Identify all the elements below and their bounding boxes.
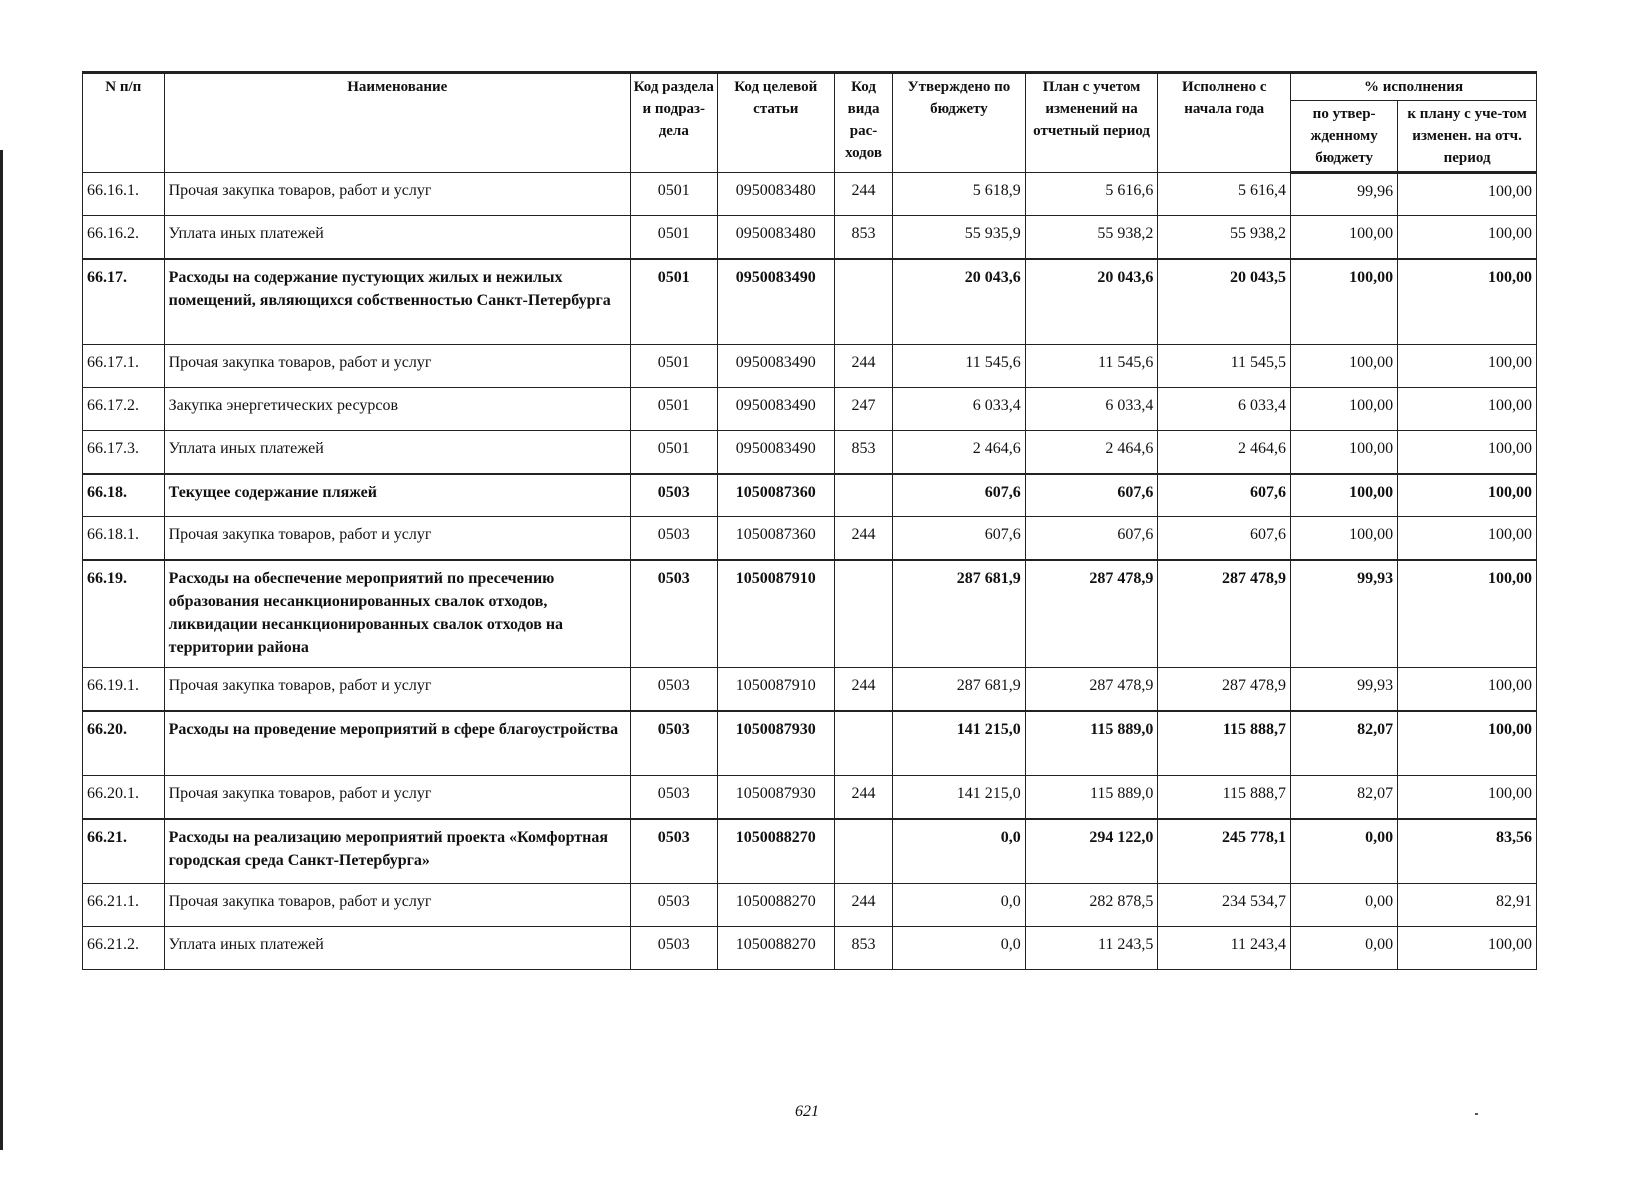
row-section-code: 0501	[630, 345, 717, 388]
row-target-code: 1050088270	[717, 927, 834, 970]
row-name: Прочая закупка товаров, работ и услуг	[164, 776, 630, 819]
row-section-code: 0501	[630, 388, 717, 431]
row-num: 66.19.	[83, 560, 165, 668]
row-pct-approved: 0,00	[1291, 819, 1398, 884]
row-executed: 245 778,1	[1158, 819, 1291, 884]
row-num: 66.20.1.	[83, 776, 165, 819]
row-expense-type: 244	[834, 173, 892, 216]
row-name: Прочая закупка товаров, работ и услуг	[164, 884, 630, 927]
header-percent-group: % исполнения	[1291, 73, 1537, 101]
page-number: 621	[795, 1103, 819, 1120]
row-pct-approved: 99,93	[1291, 668, 1398, 711]
row-name: Прочая закупка товаров, работ и услуг	[164, 345, 630, 388]
row-pct-approved: 100,00	[1291, 345, 1398, 388]
row-plan: 2 464,6	[1025, 431, 1158, 474]
row-expense-type: 244	[834, 884, 892, 927]
row-pct-approved: 99,93	[1291, 560, 1398, 668]
row-executed: 287 478,9	[1158, 668, 1291, 711]
row-plan: 6 033,4	[1025, 388, 1158, 431]
table-row	[83, 259, 1537, 345]
row-section-code: 0501	[630, 216, 717, 259]
row-pct-approved: 99,96	[1291, 173, 1398, 216]
row-expense-type	[834, 819, 892, 884]
row-name: Прочая закупка товаров, работ и услуг	[164, 517, 630, 560]
row-pct-plan: 100,00	[1398, 517, 1537, 560]
row-target-code: 1050087360	[717, 474, 834, 517]
row-plan: 11 545,6	[1025, 345, 1158, 388]
row-num: 66.21.	[83, 819, 165, 884]
row-section-code: 0503	[630, 474, 717, 517]
row-approved: 607,6	[893, 517, 1026, 560]
row-plan: 11 243,5	[1025, 927, 1158, 970]
row-num: 66.16.1.	[83, 173, 165, 216]
row-executed: 6 033,4	[1158, 388, 1291, 431]
row-executed: 5 616,4	[1158, 173, 1291, 216]
row-pct-approved: 100,00	[1291, 517, 1398, 560]
table-row	[83, 927, 1537, 970]
row-section-code: 0503	[630, 884, 717, 927]
row-plan: 607,6	[1025, 474, 1158, 517]
row-pct-plan: 100,00	[1398, 345, 1537, 388]
row-pct-approved: 82,07	[1291, 776, 1398, 819]
row-target-code: 0950083490	[717, 259, 834, 345]
row-expense-type: 244	[834, 517, 892, 560]
table-row	[83, 216, 1537, 259]
table-row	[83, 776, 1537, 819]
row-pct-plan: 100,00	[1398, 668, 1537, 711]
row-pct-plan: 100,00	[1398, 711, 1537, 776]
row-plan: 282 878,5	[1025, 884, 1158, 927]
row-pct-plan: 100,00	[1398, 259, 1537, 345]
row-pct-approved: 0,00	[1291, 884, 1398, 927]
row-target-code: 0950083490	[717, 345, 834, 388]
row-executed: 11 545,5	[1158, 345, 1291, 388]
table-body	[83, 173, 1537, 970]
row-approved: 0,0	[893, 819, 1026, 884]
row-pct-approved: 100,00	[1291, 474, 1398, 517]
scan-speck	[1475, 1113, 1478, 1115]
row-target-code: 1050087910	[717, 668, 834, 711]
row-approved: 6 033,4	[893, 388, 1026, 431]
row-pct-plan: 82,91	[1398, 884, 1537, 927]
row-expense-type: 853	[834, 216, 892, 259]
row-plan: 115 889,0	[1025, 711, 1158, 776]
row-pct-approved: 100,00	[1291, 431, 1398, 474]
row-pct-plan: 100,00	[1398, 431, 1537, 474]
row-pct-plan: 100,00	[1398, 776, 1537, 819]
row-approved: 287 681,9	[893, 560, 1026, 668]
row-pct-plan: 83,56	[1398, 819, 1537, 884]
row-approved: 11 545,6	[893, 345, 1026, 388]
row-executed: 55 938,2	[1158, 216, 1291, 259]
row-plan: 115 889,0	[1025, 776, 1158, 819]
row-expense-type	[834, 259, 892, 345]
row-target-code: 1050087910	[717, 560, 834, 668]
budget-execution-table	[82, 71, 1537, 970]
row-executed: 607,6	[1158, 517, 1291, 560]
row-pct-approved: 100,00	[1291, 259, 1398, 345]
row-expense-type: 244	[834, 776, 892, 819]
row-approved: 287 681,9	[893, 668, 1026, 711]
row-target-code: 1050087930	[717, 776, 834, 819]
header-name: Наименование	[164, 73, 630, 173]
row-executed: 2 464,6	[1158, 431, 1291, 474]
row-target-code: 1050088270	[717, 819, 834, 884]
row-approved: 141 215,0	[893, 776, 1026, 819]
row-section-code: 0501	[630, 173, 717, 216]
row-name: Расходы на обеспечение мероприятий по пресечению образования несанкционированных свалок отходов, ликвидации несанкционированных свалок отходов на территории района	[164, 560, 630, 668]
table-row	[83, 884, 1537, 927]
row-approved: 0,0	[893, 927, 1026, 970]
row-section-code: 0503	[630, 668, 717, 711]
header-section-code: Код раздела и подраз-дела	[630, 73, 717, 173]
header-executed: Исполнено с начала года	[1158, 73, 1291, 173]
row-name: Текущее содержание пляжей	[164, 474, 630, 517]
row-pct-plan: 100,00	[1398, 560, 1537, 668]
row-pct-plan: 100,00	[1398, 173, 1537, 216]
row-name: Прочая закупка товаров, работ и услуг	[164, 173, 630, 216]
row-pct-plan: 100,00	[1398, 927, 1537, 970]
row-target-code: 0950083480	[717, 216, 834, 259]
row-pct-plan: 100,00	[1398, 216, 1537, 259]
row-expense-type: 853	[834, 431, 892, 474]
row-section-code: 0503	[630, 927, 717, 970]
row-num: 66.18.	[83, 474, 165, 517]
row-num: 66.17.2.	[83, 388, 165, 431]
row-plan: 5 616,6	[1025, 173, 1158, 216]
row-num: 66.19.1.	[83, 668, 165, 711]
row-target-code: 1050087930	[717, 711, 834, 776]
table-row	[83, 819, 1537, 884]
header-approved: Утверждено по бюджету	[893, 73, 1026, 173]
row-section-code: 0503	[630, 819, 717, 884]
table-row	[83, 388, 1537, 431]
row-target-code: 0950083490	[717, 388, 834, 431]
row-section-code: 0503	[630, 711, 717, 776]
row-executed: 607,6	[1158, 474, 1291, 517]
table-row	[83, 431, 1537, 474]
row-approved: 2 464,6	[893, 431, 1026, 474]
row-executed: 287 478,9	[1158, 560, 1291, 668]
row-executed: 20 043,5	[1158, 259, 1291, 345]
row-num: 66.16.2.	[83, 216, 165, 259]
header-num: N п/п	[83, 73, 165, 173]
table-row	[83, 517, 1537, 560]
row-executed: 115 888,7	[1158, 776, 1291, 819]
row-num: 66.20.	[83, 711, 165, 776]
row-num: 66.18.1.	[83, 517, 165, 560]
table-row	[83, 711, 1537, 776]
scan-edge	[0, 150, 3, 1150]
row-expense-type: 853	[834, 927, 892, 970]
row-executed: 11 243,4	[1158, 927, 1291, 970]
row-num: 66.17.1.	[83, 345, 165, 388]
row-target-code: 0950083490	[717, 431, 834, 474]
table-row	[83, 474, 1537, 517]
row-plan: 20 043,6	[1025, 259, 1158, 345]
row-approved: 5 618,9	[893, 173, 1026, 216]
row-pct-approved: 82,07	[1291, 711, 1398, 776]
row-pct-approved: 0,00	[1291, 927, 1398, 970]
row-section-code: 0501	[630, 259, 717, 345]
row-section-code: 0503	[630, 560, 717, 668]
row-pct-plan: 100,00	[1398, 388, 1537, 431]
row-approved: 141 215,0	[893, 711, 1026, 776]
row-approved: 607,6	[893, 474, 1026, 517]
row-pct-approved: 100,00	[1291, 388, 1398, 431]
row-num: 66.21.1.	[83, 884, 165, 927]
row-section-code: 0501	[630, 431, 717, 474]
row-plan: 294 122,0	[1025, 819, 1158, 884]
row-name: Расходы на содержание пустующих жилых и нежилых помещений, являющихся собственностью Санкт-Петербурга	[164, 259, 630, 345]
row-expense-type	[834, 474, 892, 517]
row-approved: 55 935,9	[893, 216, 1026, 259]
header-target-code: Код целевой статьи	[717, 73, 834, 173]
row-expense-type	[834, 711, 892, 776]
row-expense-type	[834, 560, 892, 668]
row-num: 66.17.	[83, 259, 165, 345]
row-target-code: 1050088270	[717, 884, 834, 927]
table-row	[83, 560, 1537, 668]
row-target-code: 1050087360	[717, 517, 834, 560]
table-row	[83, 173, 1537, 216]
row-num: 66.17.3.	[83, 431, 165, 474]
row-section-code: 0503	[630, 517, 717, 560]
row-expense-type: 247	[834, 388, 892, 431]
row-name: Расходы на реализацию мероприятий проекта «Комфортная городская среда Санкт-Петербурга»	[164, 819, 630, 884]
row-name: Уплата иных платежей	[164, 927, 630, 970]
row-pct-plan: 100,00	[1398, 474, 1537, 517]
row-name: Уплата иных платежей	[164, 431, 630, 474]
table-header	[83, 73, 1537, 173]
row-approved: 20 043,6	[893, 259, 1026, 345]
row-executed: 234 534,7	[1158, 884, 1291, 927]
row-num: 66.21.2.	[83, 927, 165, 970]
row-name: Прочая закупка товаров, работ и услуг	[164, 668, 630, 711]
row-name: Расходы на проведение мероприятий в сфере благоустройства	[164, 711, 630, 776]
row-plan: 55 938,2	[1025, 216, 1158, 259]
row-executed: 115 888,7	[1158, 711, 1291, 776]
header-pct-approved: по утвер-жденному бюджету	[1291, 101, 1398, 173]
header-pct-plan: к плану с уче-том изменен. на отч. период	[1398, 101, 1537, 173]
row-pct-approved: 100,00	[1291, 216, 1398, 259]
row-section-code: 0503	[630, 776, 717, 819]
row-expense-type: 244	[834, 345, 892, 388]
row-name: Уплата иных платежей	[164, 216, 630, 259]
row-plan: 287 478,9	[1025, 668, 1158, 711]
header-expense-type: Код вида рас-ходов	[834, 73, 892, 173]
header-plan: План с учетом изменений на отчетный период	[1025, 73, 1158, 173]
row-expense-type: 244	[834, 668, 892, 711]
table-row	[83, 345, 1537, 388]
row-approved: 0,0	[893, 884, 1026, 927]
row-target-code: 0950083480	[717, 173, 834, 216]
row-plan: 287 478,9	[1025, 560, 1158, 668]
row-name: Закупка энергетических ресурсов	[164, 388, 630, 431]
table-row	[83, 668, 1537, 711]
row-plan: 607,6	[1025, 517, 1158, 560]
